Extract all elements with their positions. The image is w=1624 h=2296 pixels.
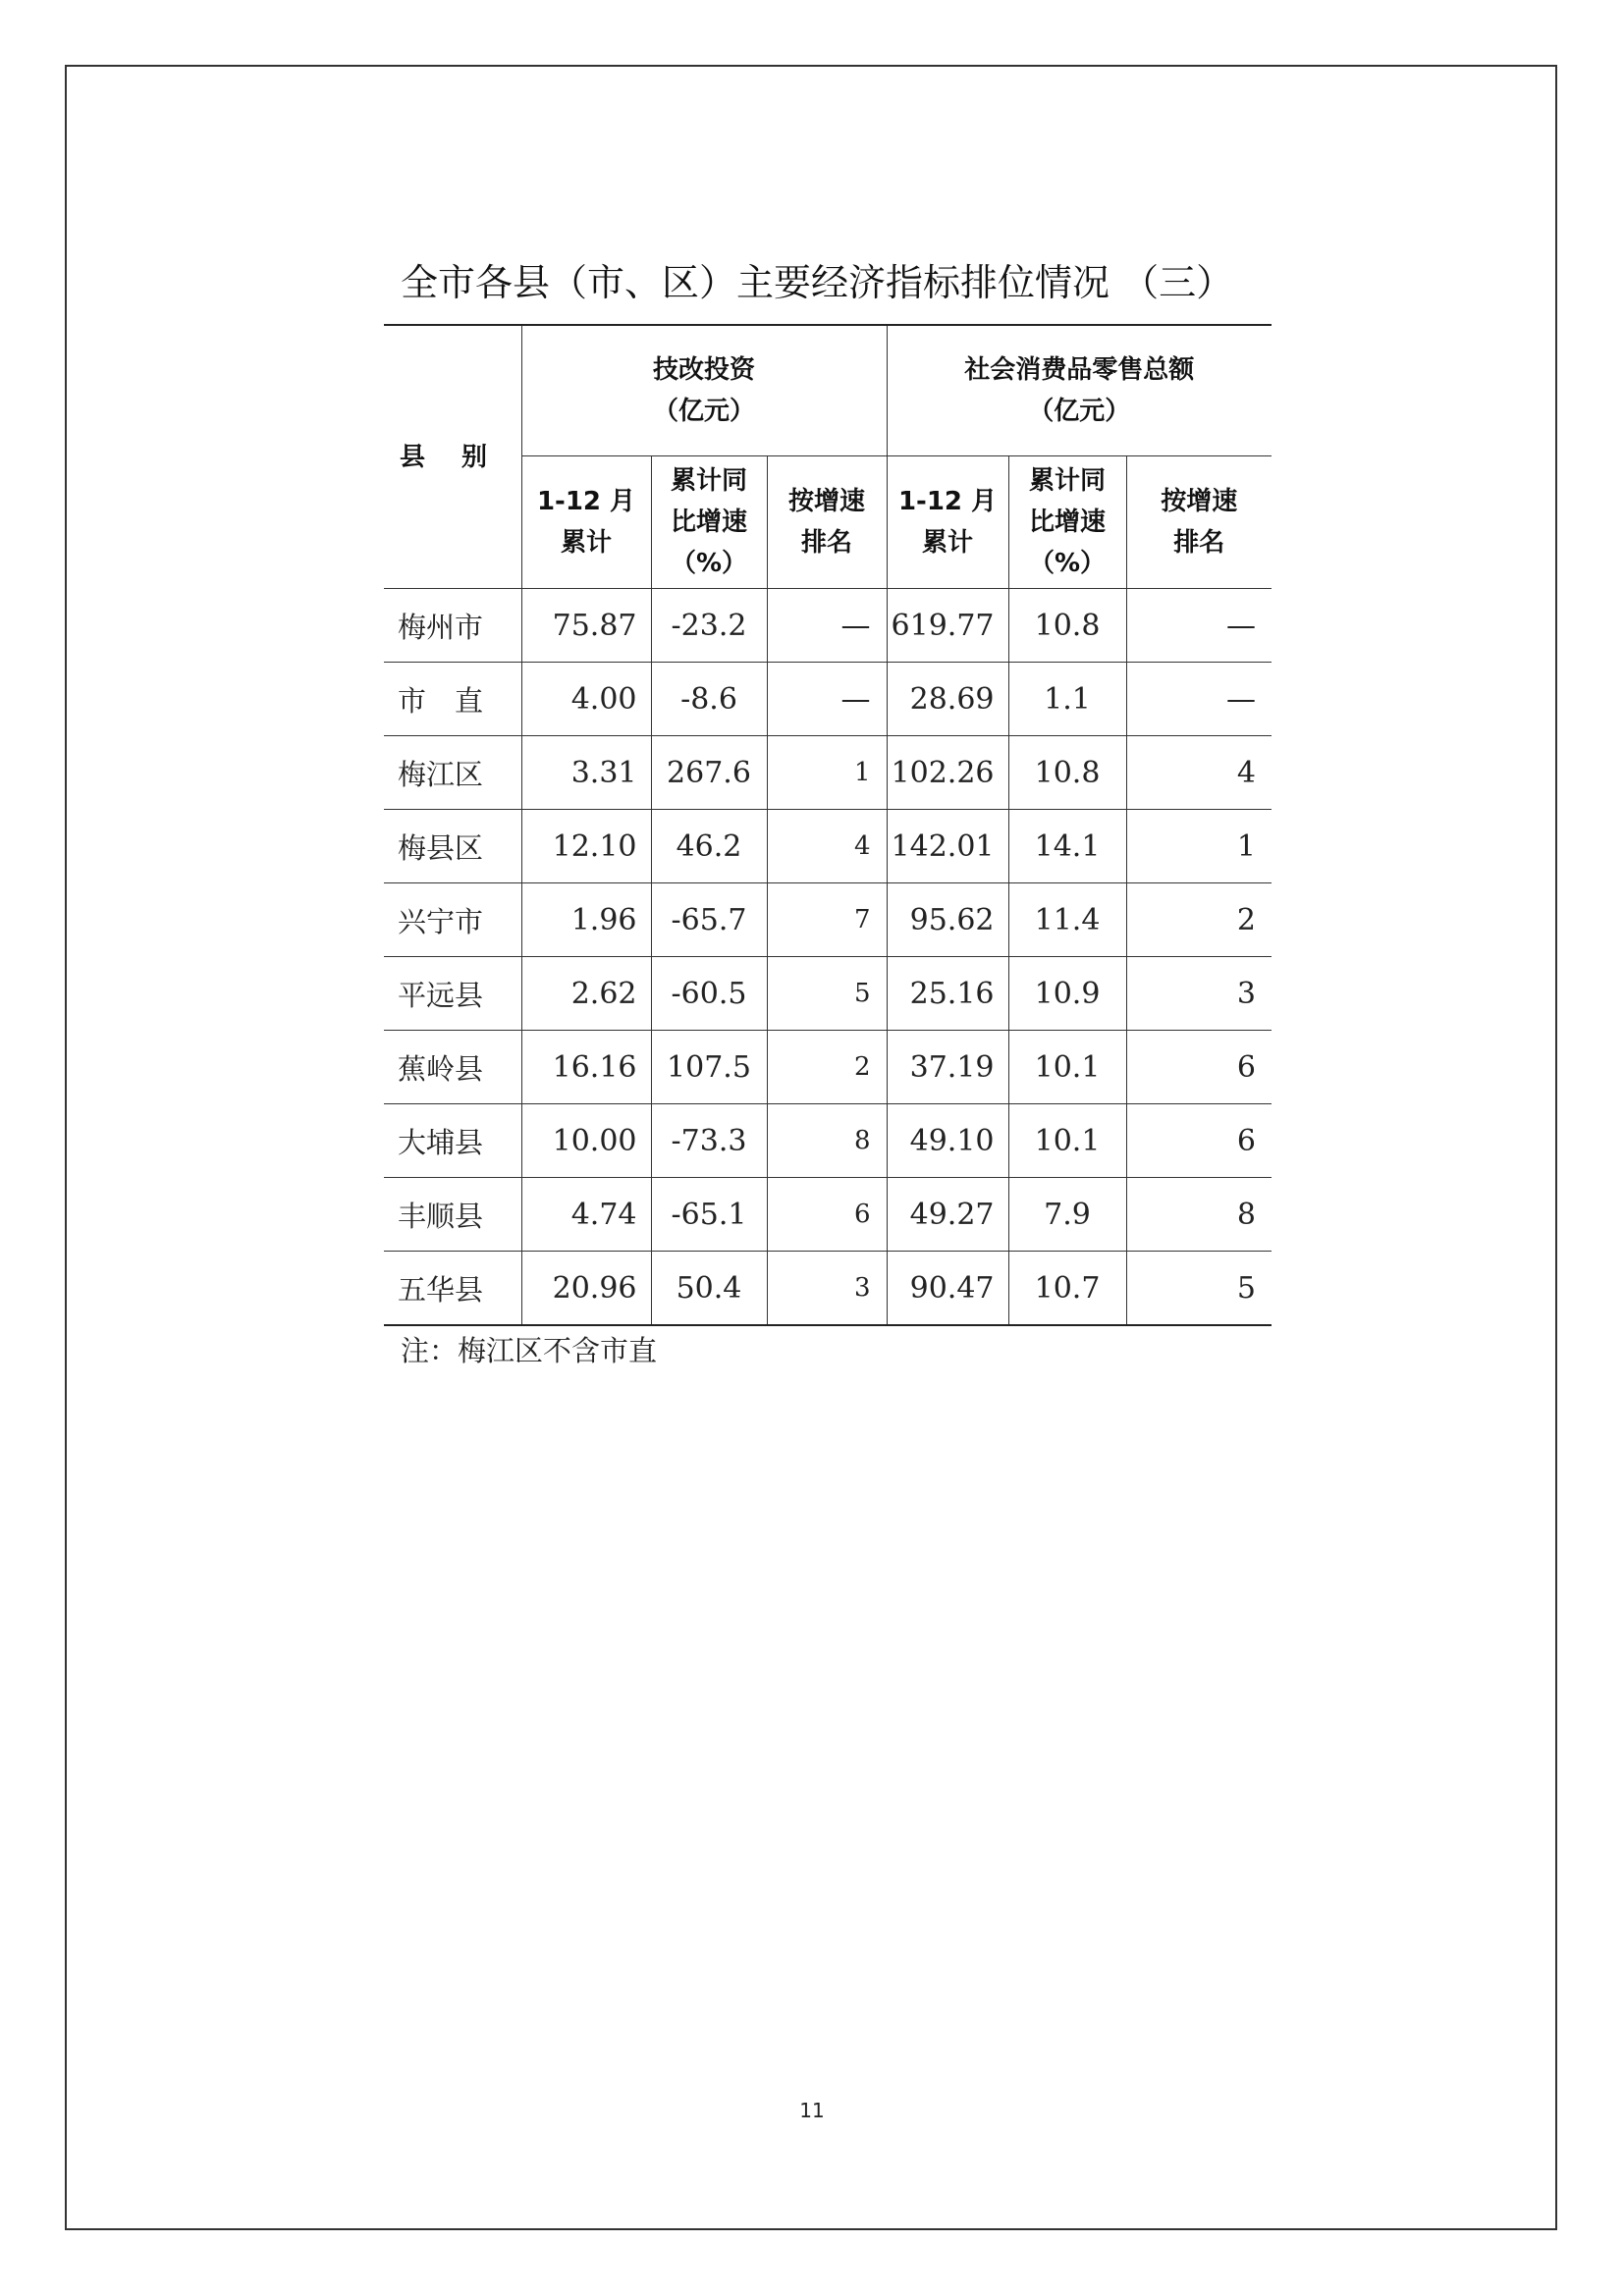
- table-row: [384, 1031, 1272, 1104]
- inv-growth-header-line2: 比增速: [670, 507, 747, 537]
- county-name: 五华县: [384, 1252, 521, 1326]
- ret-growth: 10.7: [1008, 1252, 1126, 1326]
- inv-total: 16.16: [521, 1031, 651, 1104]
- inv-total: 4.00: [521, 663, 651, 736]
- table-row: [384, 1252, 1272, 1326]
- ret-rank: 8: [1126, 1178, 1272, 1252]
- ret-rank: 6: [1126, 1104, 1272, 1178]
- inv-rank: 4: [767, 810, 887, 883]
- county-header: 县 别: [384, 325, 521, 589]
- inv-rank: —: [767, 663, 887, 736]
- table-row: [384, 1104, 1272, 1178]
- ret-growth: 1.1: [1008, 663, 1126, 736]
- tech-investment-header: [521, 325, 887, 456]
- ret-rank: 2: [1126, 883, 1272, 957]
- inv-growth: -60.5: [651, 957, 767, 1031]
- ret-rank: 3: [1126, 957, 1272, 1031]
- ret-total: 102.26: [887, 736, 1008, 810]
- ret-rank: 5: [1126, 1252, 1272, 1326]
- inv-cumulative-header-line1: 1-12 月: [536, 487, 636, 516]
- ret-total: 49.10: [887, 1104, 1008, 1178]
- inv-total: 2.62: [521, 957, 651, 1031]
- inv-growth: 46.2: [651, 810, 767, 883]
- inv-rank: 2: [767, 1031, 887, 1104]
- indicator-table: [384, 324, 1272, 1326]
- ret-total: 37.19: [887, 1031, 1008, 1104]
- ret-cumulative-header-line1: 1-12 月: [897, 487, 998, 516]
- ret-rank-header-line1: 按增速: [1161, 487, 1238, 516]
- inv-rank: —: [767, 589, 887, 663]
- inv-growth: -23.2: [651, 589, 767, 663]
- ret-growth-header-line2: 比增速: [1029, 507, 1107, 537]
- inv-rank-header: [767, 456, 887, 589]
- county-name: 大埔县: [384, 1104, 521, 1178]
- inv-rank-header-line1: 按增速: [788, 487, 866, 516]
- inv-growth: -65.1: [651, 1178, 767, 1252]
- table-row: [384, 1178, 1272, 1252]
- ret-rank: —: [1126, 589, 1272, 663]
- ret-growth: 14.1: [1008, 810, 1126, 883]
- inv-growth: 107.5: [651, 1031, 767, 1104]
- tech-investment-header-line2: （亿元）: [653, 397, 756, 426]
- county-name: 梅州市: [384, 589, 521, 663]
- ret-growth: 10.9: [1008, 957, 1126, 1031]
- ret-cumulative-header-line2: 累计: [922, 528, 974, 558]
- table-row: [384, 589, 1272, 663]
- ret-growth: 11.4: [1008, 883, 1126, 957]
- inv-total: 3.31: [521, 736, 651, 810]
- ret-total: 25.16: [887, 957, 1008, 1031]
- ret-total: 95.62: [887, 883, 1008, 957]
- inv-growth: -8.6: [651, 663, 767, 736]
- ret-rank: 1: [1126, 810, 1272, 883]
- county-name: 梅县区: [384, 810, 521, 883]
- table-row: [384, 663, 1272, 736]
- county-name: 梅江区: [384, 736, 521, 810]
- table-note: 注：梅江区不含市直: [401, 1334, 658, 1367]
- ret-growth-header: [1008, 456, 1126, 589]
- county-name: 蕉岭县: [384, 1031, 521, 1104]
- retail-sales-header-line2: （亿元）: [1028, 397, 1131, 426]
- ret-rank: —: [1126, 663, 1272, 736]
- page-title: 全市各县（市、区）主要经济指标排位情况 （三）: [401, 261, 1234, 304]
- inv-cumulative-header-line2: 累计: [560, 528, 612, 558]
- page-number: 11: [799, 2099, 825, 2122]
- ret-total: 142.01: [887, 810, 1008, 883]
- inv-growth: 267.6: [651, 736, 767, 810]
- inv-rank-header-line2: 排名: [801, 528, 853, 558]
- ret-growth: 10.1: [1008, 1031, 1126, 1104]
- ret-rank: 6: [1126, 1031, 1272, 1104]
- county-name: 丰顺县: [384, 1178, 521, 1252]
- inv-cumulative-header: [521, 456, 651, 589]
- inv-total: 12.10: [521, 810, 651, 883]
- inv-growth-header-line1: 累计同: [670, 466, 747, 496]
- county-name: 平远县: [384, 957, 521, 1031]
- ret-growth: 7.9: [1008, 1178, 1126, 1252]
- table-row: [384, 810, 1272, 883]
- inv-growth: -65.7: [651, 883, 767, 957]
- county-name: 兴宁市: [384, 883, 521, 957]
- inv-total: 4.74: [521, 1178, 651, 1252]
- ret-total: 49.27: [887, 1178, 1008, 1252]
- ret-total: 90.47: [887, 1252, 1008, 1326]
- inv-growth-header-line3: （%）: [670, 549, 748, 578]
- county-name: 市 直: [384, 663, 521, 736]
- ret-total: 28.69: [887, 663, 1008, 736]
- inv-rank: 3: [767, 1252, 887, 1326]
- inv-total: 75.87: [521, 589, 651, 663]
- ret-growth: 10.8: [1008, 736, 1126, 810]
- inv-rank: 8: [767, 1104, 887, 1178]
- ret-growth: 10.1: [1008, 1104, 1126, 1178]
- ret-rank: 4: [1126, 736, 1272, 810]
- inv-rank: 5: [767, 957, 887, 1031]
- tech-investment-header-line1: 技改投资: [653, 355, 756, 385]
- table-row: [384, 883, 1272, 957]
- ret-growth-header-line3: （%）: [1028, 549, 1107, 578]
- table-row: [384, 736, 1272, 810]
- ret-cumulative-header: [887, 456, 1008, 589]
- ret-growth: 10.8: [1008, 589, 1126, 663]
- ret-total: 619.77: [887, 589, 1008, 663]
- inv-total: 20.96: [521, 1252, 651, 1326]
- inv-rank: 1: [767, 736, 887, 810]
- ret-growth-header-line1: 累计同: [1029, 466, 1107, 496]
- inv-rank: 6: [767, 1178, 887, 1252]
- inv-total: 1.96: [521, 883, 651, 957]
- ret-rank-header: [1126, 456, 1272, 589]
- inv-rank: 7: [767, 883, 887, 957]
- inv-growth: 50.4: [651, 1252, 767, 1326]
- inv-growth-header: [651, 456, 767, 589]
- ret-rank-header-line2: 排名: [1173, 528, 1225, 558]
- retail-sales-header-line1: 社会消费品零售总额: [964, 355, 1195, 385]
- inv-total: 10.00: [521, 1104, 651, 1178]
- retail-sales-header: [887, 325, 1272, 456]
- table-row: [384, 957, 1272, 1031]
- inv-growth: -73.3: [651, 1104, 767, 1178]
